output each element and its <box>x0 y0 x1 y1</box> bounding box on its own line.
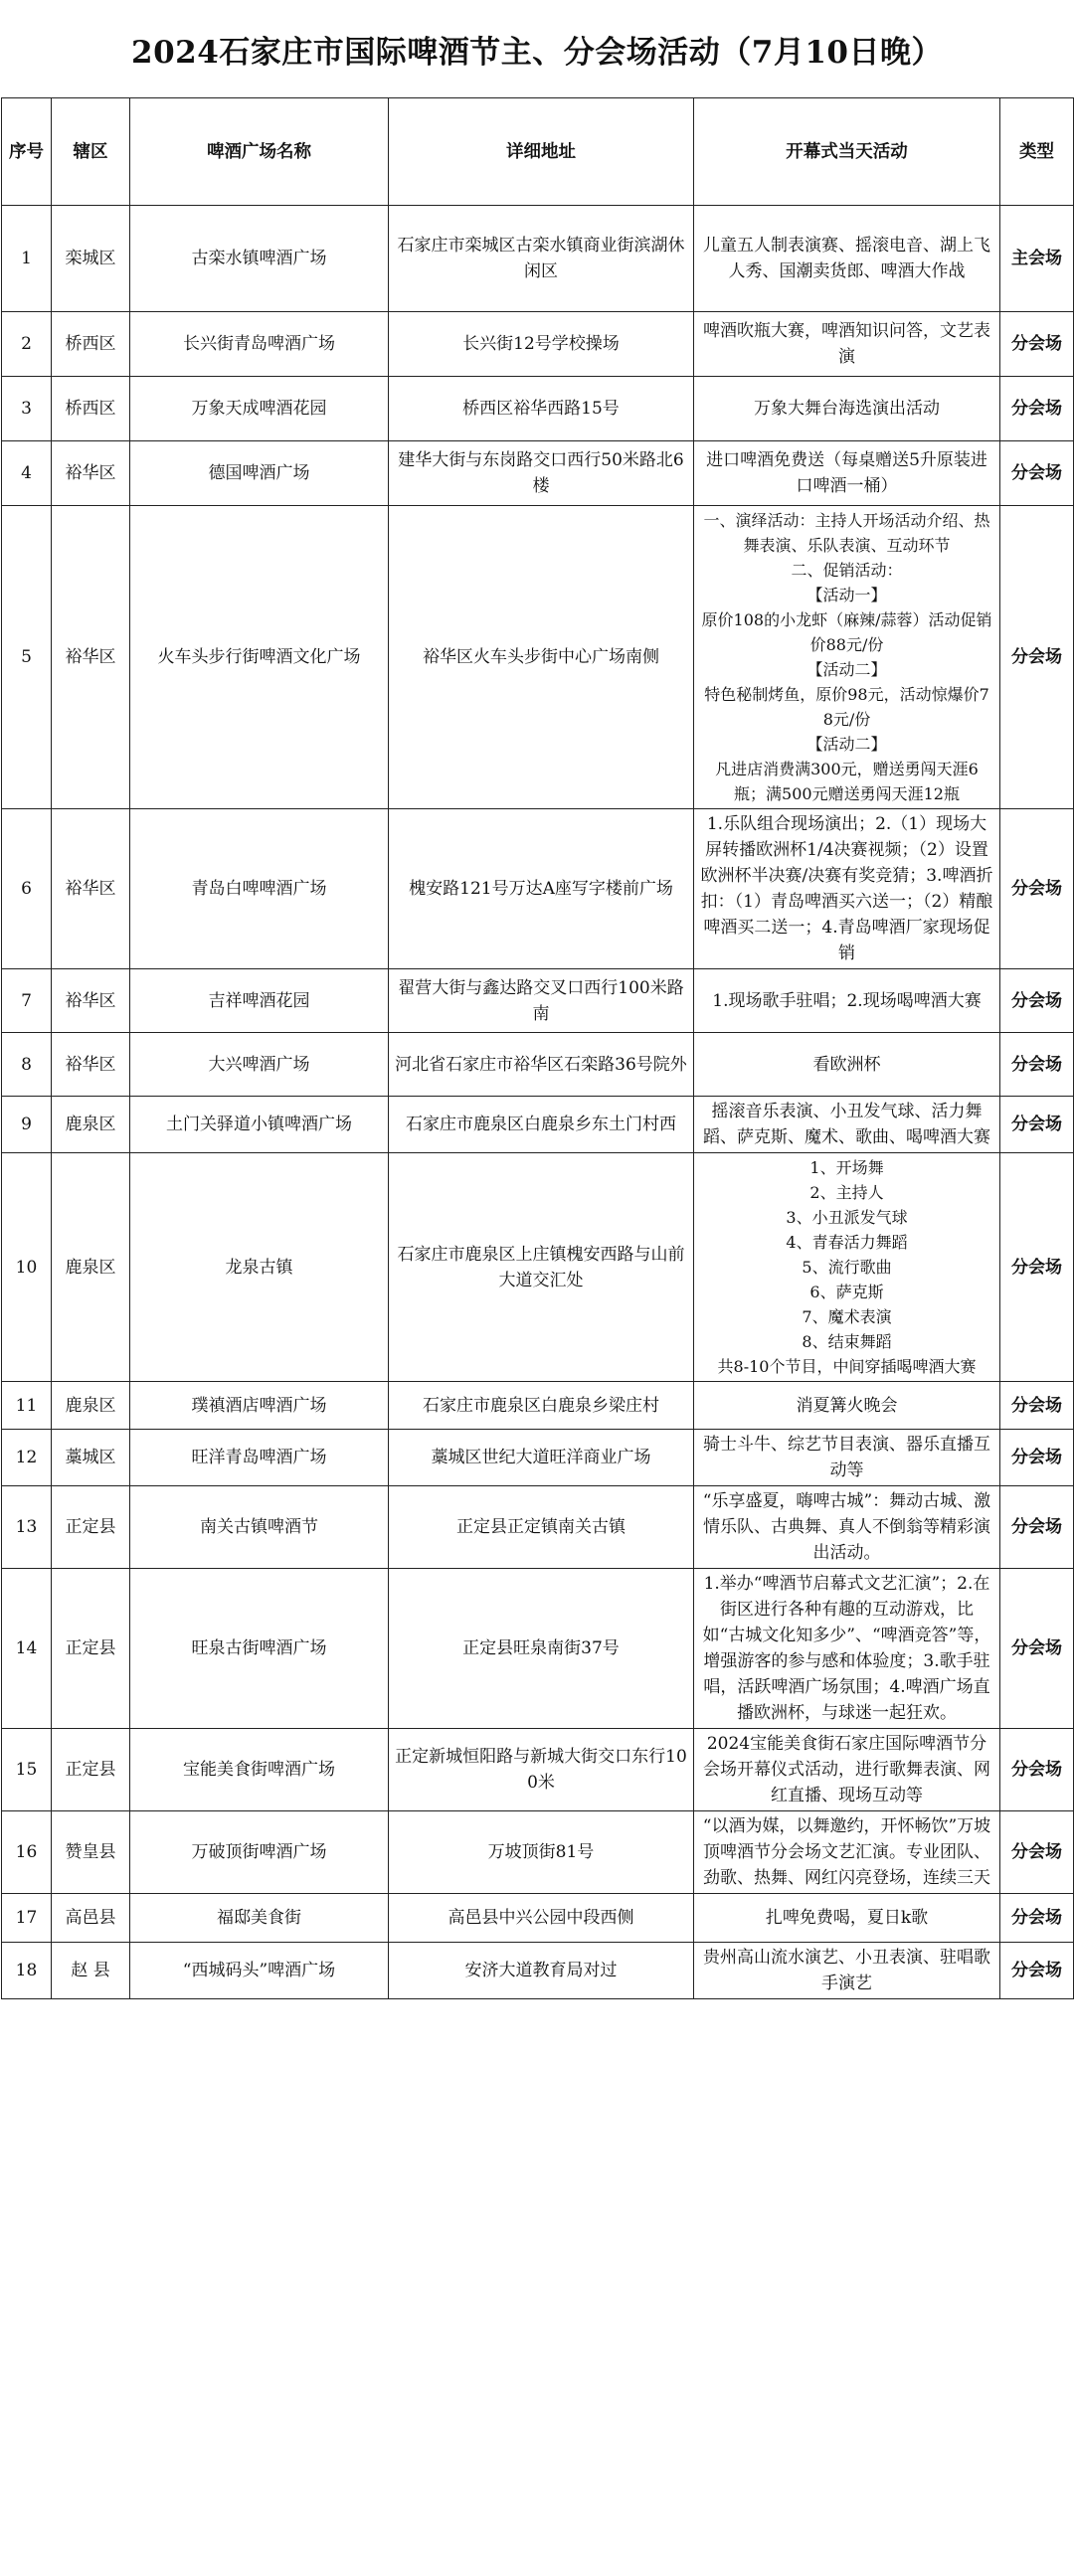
row-type: 分会场 <box>1000 1097 1074 1153</box>
activity-line: 6、萨克斯 <box>809 1283 884 1301</box>
header-row <box>2 98 1074 206</box>
activity-line: “乐享盛夏，嗨啤古城”：舞动古城、激情乐队、古典舞、真人不倒翁等精彩演出活动。 <box>702 1491 991 1563</box>
table-row <box>2 441 1074 506</box>
activity-line: 1.现场歌手驻唱；2.现场喝啤酒大赛 <box>712 990 982 1011</box>
row-address: 石家庄市栾城区古栾水镇商业街滨湖休闲区 <box>389 206 694 312</box>
activity-line: 共8-10个节目，中间穿插喝啤酒大赛 <box>717 1357 977 1376</box>
row-type: 分会场 <box>1000 809 1074 969</box>
table-row <box>2 1894 1074 1943</box>
row-district: 桥西区 <box>52 312 130 377</box>
row-venue: 旺洋青岛啤酒广场 <box>130 1430 389 1486</box>
row-index: 8 <box>2 1033 52 1097</box>
activity-line: 贵州高山流水演艺、小丑表演、驻唱歌手演艺 <box>703 1948 990 1993</box>
row-type: 分会场 <box>1000 1430 1074 1486</box>
row-district: 正定县 <box>52 1569 130 1729</box>
row-district: 裕华区 <box>52 1033 130 1097</box>
header-index: 序号 <box>2 98 52 206</box>
row-district: 鹿泉区 <box>52 1153 130 1382</box>
row-venue: 龙泉古镇 <box>130 1153 389 1382</box>
row-activity <box>694 441 1000 506</box>
row-index: 9 <box>2 1097 52 1153</box>
row-venue: 火车头步行街啤酒文化广场 <box>130 506 389 809</box>
row-venue: 南关古镇啤酒节 <box>130 1486 389 1569</box>
row-index: 12 <box>2 1430 52 1486</box>
row-district: 裕华区 <box>52 506 130 809</box>
activity-line: 2024宝能美食街石家庄国际啤酒节分会场开幕仪式活动，进行歌舞表演、网红直播、现场互动等 <box>703 1734 990 1805</box>
row-venue: 德国啤酒广场 <box>130 441 389 506</box>
row-type: 分会场 <box>1000 1811 1074 1894</box>
table-row <box>2 1943 1074 1999</box>
row-activity <box>694 809 1000 969</box>
activity-line: 1.举办“啤酒节启幕式文艺汇演”；2.在街区进行各种有趣的互动游戏，比如“古城文化知多少”、“啤酒竞答”等，增强游客的参与感和体验度；3.歌手驻唱，活跃啤酒广场氛围；4.啤酒广场直播欧洲杯，与球迷一起狂欢。 <box>702 1574 991 1723</box>
row-address: 高邑县中兴公园中段西侧 <box>389 1894 694 1943</box>
row-address: 长兴街12号学校操场 <box>389 312 694 377</box>
row-index: 2 <box>2 312 52 377</box>
row-activity <box>694 1097 1000 1153</box>
row-index: 5 <box>2 506 52 809</box>
row-venue: 长兴街青岛啤酒广场 <box>130 312 389 377</box>
table-row <box>2 1033 1074 1097</box>
activity-line: 摇滚音乐表演、小丑发气球、活力舞蹈、萨克斯、魔术、歌曲、喝啤酒大赛 <box>703 1102 990 1147</box>
row-index: 3 <box>2 377 52 441</box>
table-row <box>2 969 1074 1033</box>
row-index: 7 <box>2 969 52 1033</box>
activity-line: 4、青春活力舞蹈 <box>786 1233 908 1252</box>
row-activity <box>694 1153 1000 1382</box>
activity-line: 【活动一】 <box>806 586 887 604</box>
row-address: 万坡顶街81号 <box>389 1811 694 1894</box>
row-activity <box>694 1033 1000 1097</box>
row-address: 裕华区火车头步街中心广场南侧 <box>389 506 694 809</box>
table-body <box>2 206 1074 1999</box>
activity-line: 3、小丑派发气球 <box>786 1208 908 1227</box>
row-type: 分会场 <box>1000 1943 1074 1999</box>
activity-line: 凡进店消费满300元，赠送勇闯天涯6瓶；满500元赠送勇闯天涯12瓶 <box>715 760 979 803</box>
row-type: 分会场 <box>1000 1486 1074 1569</box>
activity-line: 一、演绎活动：主持人开场活动介绍、热舞表演、乐队表演、互动环节 <box>703 511 990 555</box>
activity-line: 7、魔术表演 <box>802 1307 892 1326</box>
row-address: 槐安路121号万达A座写字楼前广场 <box>389 809 694 969</box>
row-venue: “西城码头”啤酒广场 <box>130 1943 389 1999</box>
row-index: 6 <box>2 809 52 969</box>
row-type: 分会场 <box>1000 377 1074 441</box>
row-activity <box>694 1486 1000 1569</box>
activity-line: 看欧洲杯 <box>812 1054 881 1075</box>
table-row <box>2 1382 1074 1430</box>
row-venue: 土门关驿道小镇啤酒广场 <box>130 1097 389 1153</box>
row-type: 分会场 <box>1000 1729 1074 1811</box>
row-venue: 青岛白啤啤酒广场 <box>130 809 389 969</box>
row-index: 14 <box>2 1569 52 1729</box>
row-venue: 璞禛酒店啤酒广场 <box>130 1382 389 1430</box>
table-row <box>2 377 1074 441</box>
row-address: 桥西区裕华西路15号 <box>389 377 694 441</box>
row-address: 安济大道教育局对过 <box>389 1943 694 1999</box>
row-index: 11 <box>2 1382 52 1430</box>
table-row <box>2 1097 1074 1153</box>
activity-line: 原价108的小龙虾（麻辣/蒜蓉）活动促销价88元/份 <box>701 610 992 654</box>
table-row <box>2 206 1074 312</box>
activity-line: 1、开场舞 <box>809 1158 884 1177</box>
activity-line: 万象大舞台海选演出活动 <box>754 399 940 419</box>
row-activity <box>694 969 1000 1033</box>
row-district: 栾城区 <box>52 206 130 312</box>
header-type: 类型 <box>1000 98 1074 206</box>
row-activity <box>694 1382 1000 1430</box>
row-type: 分会场 <box>1000 1153 1074 1382</box>
row-venue: 万象天成啤酒花园 <box>130 377 389 441</box>
row-index: 16 <box>2 1811 52 1894</box>
activity-line: 进口啤酒免费送（每桌赠送5升原装进口啤酒一桶） <box>706 450 987 496</box>
row-type: 分会场 <box>1000 1569 1074 1729</box>
row-district: 鹿泉区 <box>52 1097 130 1153</box>
row-address: 石家庄市鹿泉区上庄镇槐安西路与山前大道交汇处 <box>389 1153 694 1382</box>
row-type: 分会场 <box>1000 506 1074 809</box>
row-district: 桥西区 <box>52 377 130 441</box>
header-venue: 啤酒广场名称 <box>130 98 389 206</box>
row-type: 分会场 <box>1000 1894 1074 1943</box>
row-venue: 旺泉古街啤酒广场 <box>130 1569 389 1729</box>
table-row <box>2 506 1074 809</box>
row-index: 1 <box>2 206 52 312</box>
table-row <box>2 1729 1074 1811</box>
activity-line: 二、促销活动： <box>791 561 903 580</box>
row-address: 正定县旺泉南街37号 <box>389 1569 694 1729</box>
row-district: 裕华区 <box>52 441 130 506</box>
row-venue: 吉祥啤酒花园 <box>130 969 389 1033</box>
events-table <box>1 97 1074 1999</box>
row-type: 分会场 <box>1000 1382 1074 1430</box>
table-row <box>2 809 1074 969</box>
row-index: 17 <box>2 1894 52 1943</box>
table-row <box>2 1811 1074 1894</box>
row-activity <box>694 312 1000 377</box>
table-row <box>2 312 1074 377</box>
row-index: 4 <box>2 441 52 506</box>
row-district: 赞皇县 <box>52 1811 130 1894</box>
row-venue: 宝能美食街啤酒广场 <box>130 1729 389 1811</box>
activity-line: 5、流行歌曲 <box>802 1258 892 1277</box>
activity-line: 特色秘制烤鱼，原价98元，活动惊爆价78元/份 <box>704 685 989 729</box>
row-district: 裕华区 <box>52 969 130 1033</box>
header-activity: 开幕式当天活动 <box>694 98 1000 206</box>
row-address: 石家庄市鹿泉区白鹿泉乡梁庄村 <box>389 1382 694 1430</box>
header-district: 辖区 <box>52 98 130 206</box>
row-venue: 大兴啤酒广场 <box>130 1033 389 1097</box>
row-index: 18 <box>2 1943 52 1999</box>
row-activity <box>694 506 1000 809</box>
activity-line: 2、主持人 <box>809 1183 884 1202</box>
activity-line: 消夏篝火晚会 <box>796 1395 898 1416</box>
row-type: 主会场 <box>1000 206 1074 312</box>
row-type: 分会场 <box>1000 969 1074 1033</box>
activity-line: 扎啤免费喝，夏日k歌 <box>765 1908 929 1928</box>
row-venue: 福邸美食街 <box>130 1894 389 1943</box>
row-type: 分会场 <box>1000 312 1074 377</box>
activity-line: 1.乐队组合现场演出；2.（1）现场大屏转播欧洲杯1/4决赛视频；（2）设置欧洲杯半决赛/决赛有奖竞猜；3.啤酒折扣：（1）青岛啤酒买六送一；（2）精酿啤酒买二送一；4.青岛啤酒厂家现场促销 <box>700 814 993 963</box>
row-activity <box>694 1430 1000 1486</box>
activity-line: 【活动二】 <box>806 735 887 754</box>
row-activity <box>694 1569 1000 1729</box>
activity-line: 8、结束舞蹈 <box>802 1332 892 1351</box>
row-venue: 万破顶街啤酒广场 <box>130 1811 389 1894</box>
table-row <box>2 1569 1074 1729</box>
activity-line: 儿童五人制表演赛、摇滚电音、湖上飞人秀、国潮卖货郎、啤酒大作战 <box>703 236 990 281</box>
row-activity <box>694 1811 1000 1894</box>
row-address: 藁城区世纪大道旺洋商业广场 <box>389 1430 694 1486</box>
row-district: 裕华区 <box>52 809 130 969</box>
row-activity <box>694 1729 1000 1811</box>
row-district: 正定县 <box>52 1486 130 1569</box>
table-row <box>2 1153 1074 1382</box>
row-district: 正定县 <box>52 1729 130 1811</box>
row-address: 河北省石家庄市裕华区石栾路36号院外 <box>389 1033 694 1097</box>
row-index: 15 <box>2 1729 52 1811</box>
row-type: 分会场 <box>1000 441 1074 506</box>
header-address: 详细地址 <box>389 98 694 206</box>
row-activity <box>694 1943 1000 1999</box>
row-address: 建华大街与东岗路交口西行50米路北6楼 <box>389 441 694 506</box>
row-address: 翟营大街与鑫达路交叉口西行100米路南 <box>389 969 694 1033</box>
row-index: 13 <box>2 1486 52 1569</box>
row-district: 高邑县 <box>52 1894 130 1943</box>
row-type: 分会场 <box>1000 1033 1074 1097</box>
page-title: 2024石家庄市国际啤酒节主、分会场活动（7月10日晚） <box>131 34 943 71</box>
row-address: 正定新城恒阳路与新城大街交口东行100米 <box>389 1729 694 1811</box>
row-district: 赵 县 <box>52 1943 130 1999</box>
row-activity <box>694 1894 1000 1943</box>
row-venue: 古栾水镇啤酒广场 <box>130 206 389 312</box>
row-address: 石家庄市鹿泉区白鹿泉乡东土门村西 <box>389 1097 694 1153</box>
row-district: 鹿泉区 <box>52 1382 130 1430</box>
row-district: 藁城区 <box>52 1430 130 1486</box>
table-row <box>2 1430 1074 1486</box>
row-index: 10 <box>2 1153 52 1382</box>
activity-line: 【活动二】 <box>806 660 887 679</box>
activity-line: 骑士斗牛、综艺节目表演、器乐直播互动等 <box>703 1435 990 1480</box>
row-activity <box>694 377 1000 441</box>
table-row <box>2 1486 1074 1569</box>
activity-line: 啤酒吹瓶大赛，啤酒知识问答，文艺表演 <box>703 321 990 367</box>
activity-line: “以酒为媒，以舞邀约，开怀畅饮”万坡顶啤酒节分会场文艺汇演。专业团队、劲歌、热舞、网红闪亮登场，连续三天 <box>702 1816 991 1888</box>
row-address: 正定县正定镇南关古镇 <box>389 1486 694 1569</box>
row-activity <box>694 206 1000 312</box>
